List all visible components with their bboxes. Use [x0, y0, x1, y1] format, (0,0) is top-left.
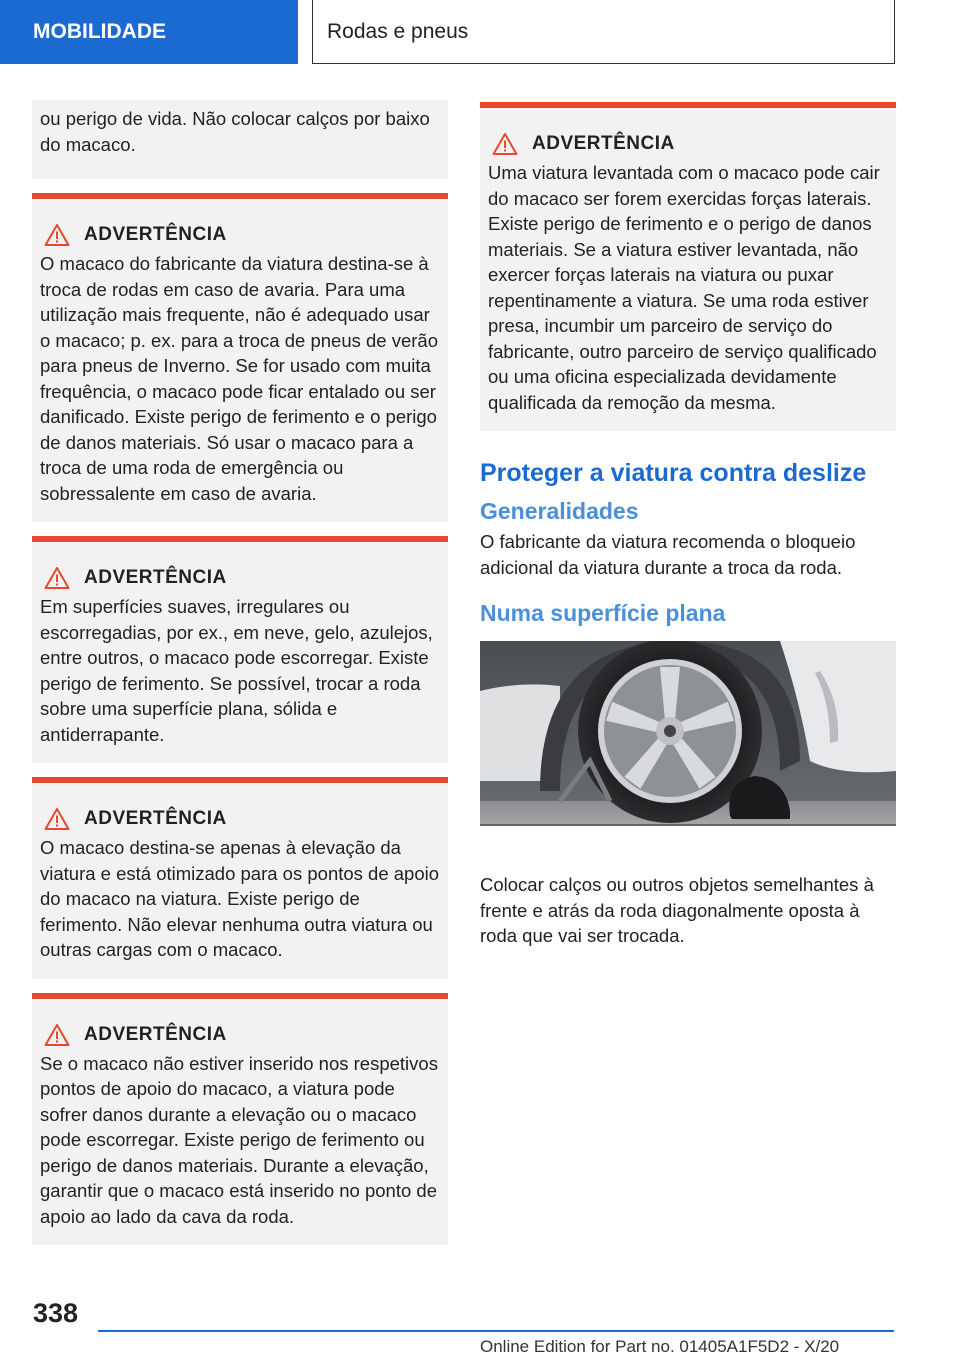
left-column [32, 100, 448, 1245]
warning-text: O macaco do fabricante da viatura destina-se à troca de rodas em caso de avaria. Para uma utilização mais frequente, não é adequado usar o macaco; p. ex. para a troca de pneus de verão para pneus de Inverno. Se for usado com muita frequência, o macaco pode ficar entalado ou ser danificado. Existe perigo de ferimento e o perigo de danos materiais. Só usar o macaco para a troca de uma roda de emergência ou sobressalente em caso de avaria. [40, 253, 438, 504]
footer-divider [98, 1330, 894, 1332]
warning-triangle-icon [44, 1023, 70, 1047]
warning-title: ADVERTÊNCIA [84, 1023, 227, 1045]
continued-note-box [32, 100, 448, 179]
wheel-chock-illustration [480, 641, 896, 826]
chapter-label: Rodas e pneus [327, 19, 469, 43]
page-number: 338 [33, 1298, 79, 1328]
warning-box-2 [32, 536, 448, 763]
warning-title: ADVERTÊNCIA [84, 808, 227, 829]
warning-text: Uma viatura levantada com o macaco pode cair do macaco ser forem exercidas forças laterais. Existe perigo de ferimento e o perigo de danos materiais. Se a viatura estiver levantada, não exercer forças laterais na viatura ou puxar repentinamente a viatura. Se uma roda estiver presa, incumbir um parceiro de serviço do fabricante, outro parceiro de serviço qualificado ou uma oficina especializada devidamente qualificada da remoção da mesma. [488, 162, 880, 413]
edition-text: Online Edition for Part no. 01405A1F5D2 - X/20 [480, 1337, 840, 1356]
warning-text: Em superfícies suaves, irregulares ou escorregadias, por ex., em neve, gelo, azulejos, entre outros, o macaco pode escorregar. Existe perigo de ferimento. Se possível, trocar a roda sobre uma superfície plana, sólida e antiderrapante. [40, 596, 433, 745]
warning-title: ADVERTÊNCIA [84, 567, 227, 588]
warning-box-5 [480, 102, 896, 431]
photo-caption: Colocar calços ou outros objetos semelhantes à frente e atrás da roda diagonalmente oposta à roda que vai ser trocada. [480, 874, 874, 946]
general-text: O fabricante da viatura recomenda o bloqueio adicional da viatura durante a troca da roda. [480, 531, 856, 578]
subsection-heading-general: Generalidades [480, 498, 639, 524]
section-tab [0, 0, 298, 64]
wheel-chock-photo [480, 641, 896, 826]
warning-text: O macaco destina-se apenas à elevação da viatura e está otimizado para os pontos de apoio do macaco na viatura. Existe perigo de ferimento. Não elevar nenhuma outra viatura ou outras cargas com o macaco. [40, 837, 440, 960]
section-label: MOBILIDADE [33, 20, 166, 43]
warning-triangle-icon [44, 807, 70, 831]
warning-box-4 [32, 993, 448, 1246]
warning-title: ADVERTÊNCIA [84, 224, 227, 245]
warning-triangle-icon [44, 566, 70, 590]
subsection-heading-flat: Numa superfície plana [480, 600, 726, 626]
warning-triangle-icon [44, 223, 70, 247]
warning-title: ADVERTÊNCIA [532, 133, 675, 154]
right-column [480, 102, 896, 949]
warning-triangle-icon [492, 132, 518, 156]
chapter-header [312, 0, 895, 64]
warning-box-3 [32, 777, 448, 979]
warning-box-1 [32, 193, 448, 522]
continued-note-text: ou perigo de vida. Não colocar calços por baixo do macaco. [40, 108, 430, 155]
section-heading: Proteger a viatura contra deslize [480, 459, 867, 487]
warning-text: Se o macaco não estiver inserido nos respetivos pontos de apoio do macaco, a viatura pode sofrer danos durante a elevação ou o macaco pode escorregar. Existe perigo de ferimento ou perigo de danos materiais. Durante a elevação, garantir que o macaco está inserido no ponto de apoio ao lado da cava da roda. [40, 1052, 438, 1227]
